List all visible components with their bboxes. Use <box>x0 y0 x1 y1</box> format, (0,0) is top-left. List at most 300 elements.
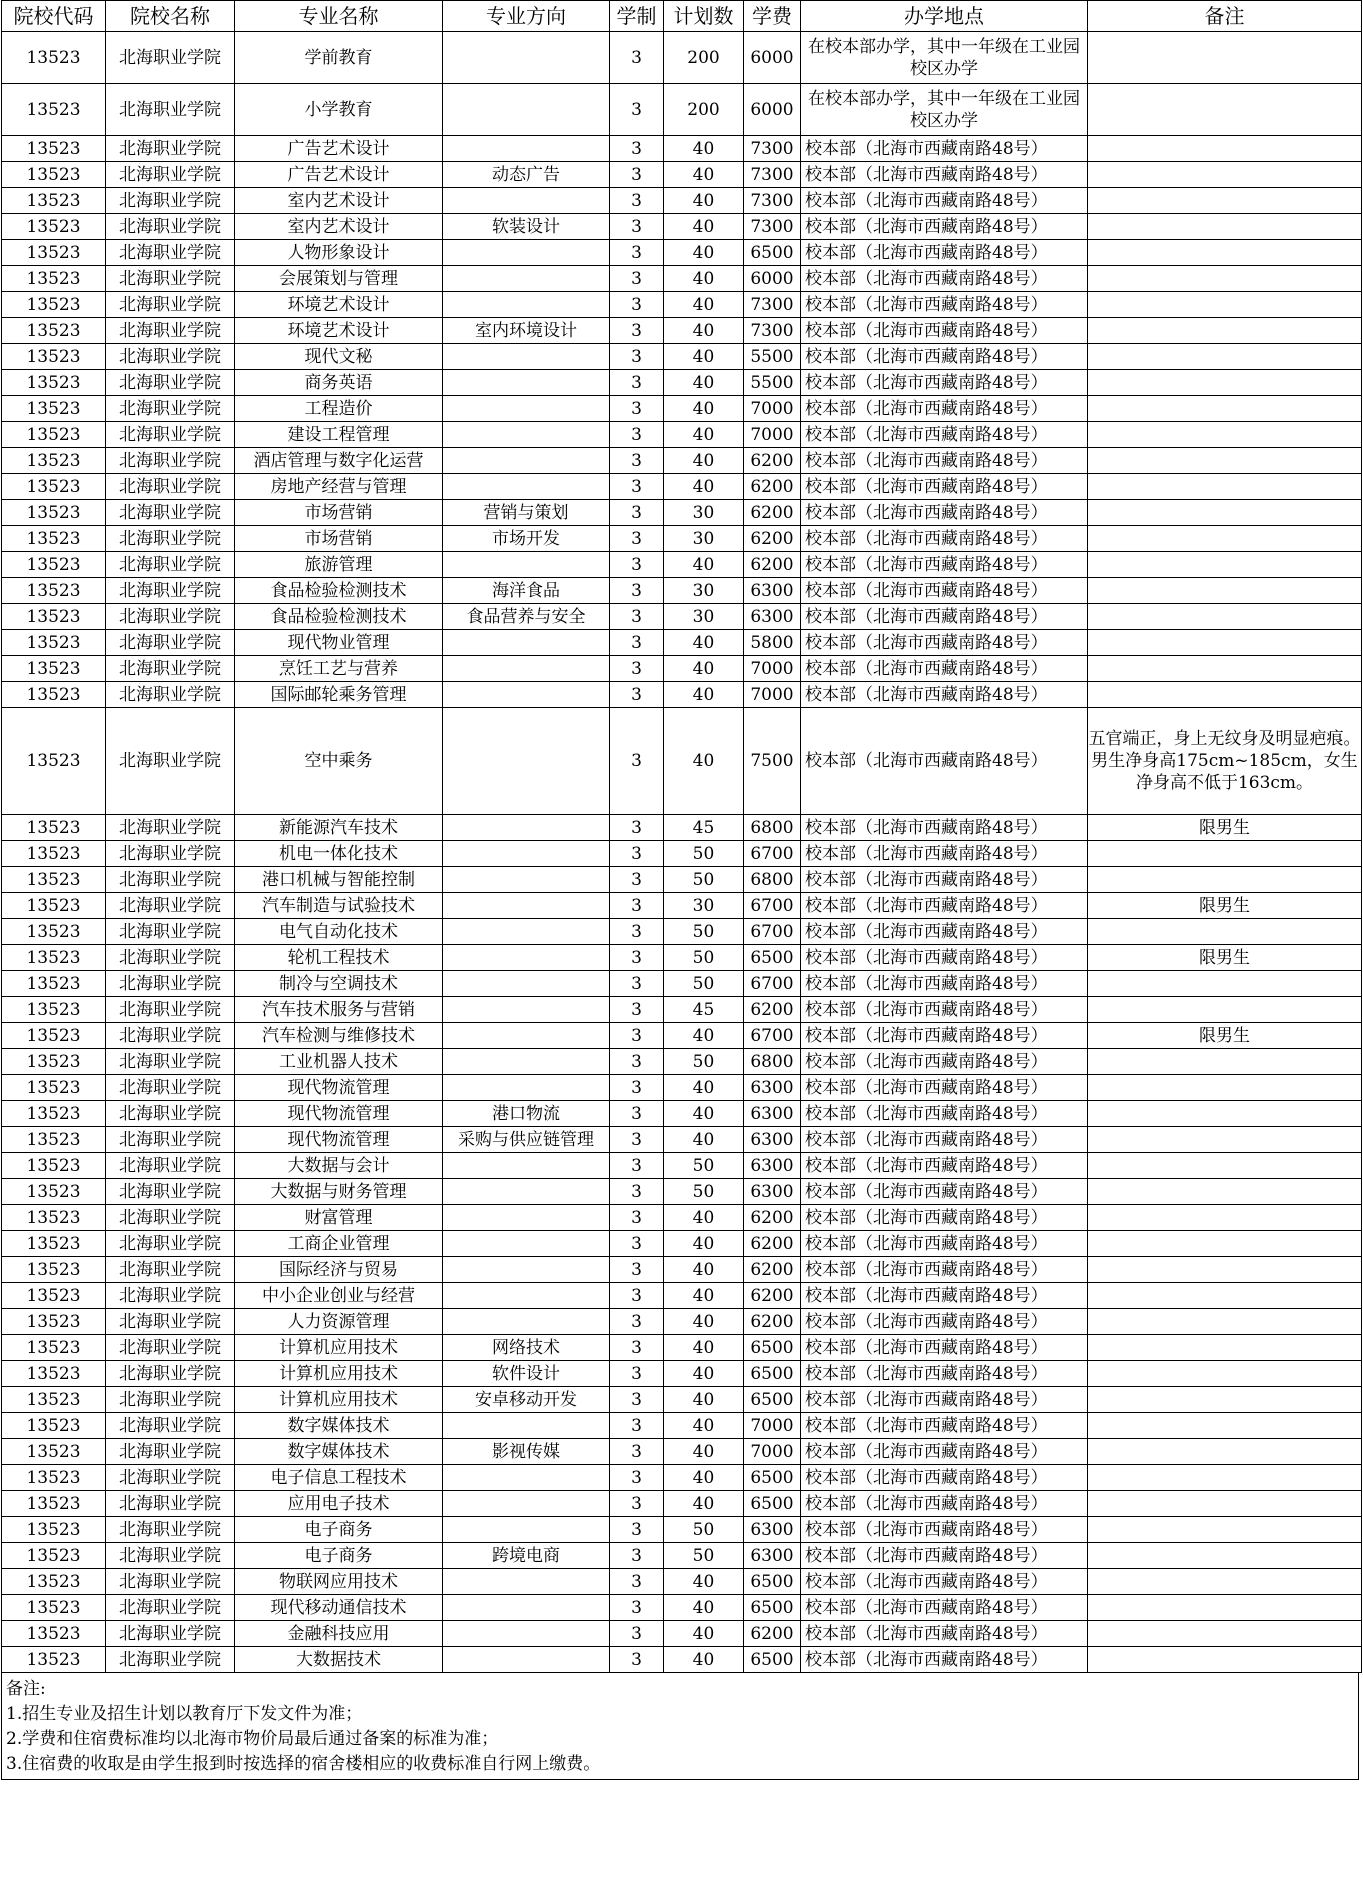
cell-major-direction <box>443 682 610 708</box>
cell-tuition: 6200 <box>744 1205 801 1231</box>
cell-location: 校本部（北海市西藏南路48号） <box>801 1335 1088 1361</box>
cell-plan-count: 50 <box>664 1179 744 1205</box>
cell-school-name: 北海职业学院 <box>106 552 235 578</box>
cell-school-code: 13523 <box>2 1231 106 1257</box>
cell-major-name: 物联网应用技术 <box>235 1569 443 1595</box>
cell-plan-count: 40 <box>664 1231 744 1257</box>
cell-major-name: 食品检验检测技术 <box>235 578 443 604</box>
cell-location: 校本部（北海市西藏南路48号） <box>801 188 1088 214</box>
cell-tuition: 6500 <box>744 240 801 266</box>
cell-major-name: 计算机应用技术 <box>235 1335 443 1361</box>
cell-school-name: 北海职业学院 <box>106 32 235 84</box>
cell-school-code: 13523 <box>2 1075 106 1101</box>
cell-location: 校本部（北海市西藏南路48号） <box>801 893 1088 919</box>
cell-remarks <box>1088 919 1362 945</box>
cell-remarks <box>1088 1517 1362 1543</box>
cell-remarks: 五官端正，身上无纹身及明显疤痕。男生净身高175cm~185cm，女生净身高不低于163cm。 <box>1088 708 1362 815</box>
cell-plan-count: 40 <box>664 1569 744 1595</box>
cell-school-code: 13523 <box>2 1621 106 1647</box>
cell-school-name: 北海职业学院 <box>106 1153 235 1179</box>
cell-plan-count: 45 <box>664 815 744 841</box>
table-row <box>2 1257 1362 1283</box>
cell-location: 校本部（北海市西藏南路48号） <box>801 1569 1088 1595</box>
cell-tuition: 6200 <box>744 1283 801 1309</box>
cell-major-name: 现代物流管理 <box>235 1101 443 1127</box>
cell-duration: 3 <box>610 32 664 84</box>
cell-major-direction: 安卓移动开发 <box>443 1387 610 1413</box>
cell-school-code: 13523 <box>2 578 106 604</box>
cell-duration: 3 <box>610 162 664 188</box>
cell-school-name: 北海职业学院 <box>106 162 235 188</box>
cell-school-name: 北海职业学院 <box>106 1543 235 1569</box>
cell-location: 校本部（北海市西藏南路48号） <box>801 945 1088 971</box>
cell-school-name: 北海职业学院 <box>106 1127 235 1153</box>
cell-major-name: 旅游管理 <box>235 552 443 578</box>
cell-duration: 3 <box>610 1309 664 1335</box>
cell-school-code: 13523 <box>2 867 106 893</box>
cell-plan-count: 40 <box>664 1205 744 1231</box>
cell-school-name: 北海职业学院 <box>106 84 235 136</box>
table-row <box>2 32 1362 84</box>
cell-tuition: 6700 <box>744 841 801 867</box>
cell-school-code: 13523 <box>2 630 106 656</box>
cell-major-name: 汽车制造与试验技术 <box>235 893 443 919</box>
cell-school-name: 北海职业学院 <box>106 1283 235 1309</box>
cell-school-name: 北海职业学院 <box>106 708 235 815</box>
table-row <box>2 1335 1362 1361</box>
cell-tuition: 6800 <box>744 815 801 841</box>
cell-tuition: 7300 <box>744 136 801 162</box>
cell-tuition: 6000 <box>744 84 801 136</box>
cell-school-name: 北海职业学院 <box>106 1569 235 1595</box>
table-row <box>2 1543 1362 1569</box>
table-row <box>2 1283 1362 1309</box>
table-row <box>2 1153 1362 1179</box>
cell-duration: 3 <box>610 136 664 162</box>
cell-plan-count: 30 <box>664 500 744 526</box>
cell-major-direction: 软装设计 <box>443 214 610 240</box>
table-row <box>2 396 1362 422</box>
cell-tuition: 6200 <box>744 500 801 526</box>
cell-location: 校本部（北海市西藏南路48号） <box>801 1283 1088 1309</box>
cell-duration: 3 <box>610 867 664 893</box>
cell-school-name: 北海职业学院 <box>106 1621 235 1647</box>
table-row <box>2 448 1362 474</box>
cell-remarks <box>1088 997 1362 1023</box>
cell-remarks <box>1088 867 1362 893</box>
cell-tuition: 6500 <box>744 945 801 971</box>
table-row <box>2 188 1362 214</box>
cell-major-name: 汽车技术服务与营销 <box>235 997 443 1023</box>
cell-duration: 3 <box>610 1205 664 1231</box>
cell-remarks <box>1088 474 1362 500</box>
cell-school-code: 13523 <box>2 162 106 188</box>
table-row <box>2 841 1362 867</box>
cell-plan-count: 50 <box>664 841 744 867</box>
cell-school-code: 13523 <box>2 1205 106 1231</box>
table-row <box>2 474 1362 500</box>
cell-major-direction: 跨境电商 <box>443 1543 610 1569</box>
cell-school-name: 北海职业学院 <box>106 1205 235 1231</box>
cell-school-code: 13523 <box>2 682 106 708</box>
cell-school-code: 13523 <box>2 1153 106 1179</box>
cell-plan-count: 50 <box>664 1153 744 1179</box>
cell-location: 校本部（北海市西藏南路48号） <box>801 656 1088 682</box>
cell-school-name: 北海职业学院 <box>106 526 235 552</box>
cell-location: 校本部（北海市西藏南路48号） <box>801 1621 1088 1647</box>
cell-remarks <box>1088 1621 1362 1647</box>
cell-major-direction <box>443 1205 610 1231</box>
cell-tuition: 6200 <box>744 1257 801 1283</box>
cell-tuition: 6500 <box>744 1569 801 1595</box>
cell-plan-count: 200 <box>664 84 744 136</box>
cell-tuition: 6300 <box>744 1101 801 1127</box>
cell-duration: 3 <box>610 1491 664 1517</box>
cell-plan-count: 40 <box>664 1309 744 1335</box>
cell-plan-count: 40 <box>664 344 744 370</box>
cell-remarks <box>1088 1257 1362 1283</box>
cell-plan-count: 30 <box>664 526 744 552</box>
cell-plan-count: 40 <box>664 136 744 162</box>
cell-location: 校本部（北海市西藏南路48号） <box>801 422 1088 448</box>
cell-duration: 3 <box>610 344 664 370</box>
cell-plan-count: 40 <box>664 292 744 318</box>
cell-duration: 3 <box>610 1023 664 1049</box>
cell-duration: 3 <box>610 552 664 578</box>
cell-duration: 3 <box>610 1049 664 1075</box>
cell-major-name: 中小企业创业与经营 <box>235 1283 443 1309</box>
cell-plan-count: 40 <box>664 630 744 656</box>
cell-plan-count: 40 <box>664 1075 744 1101</box>
header-major-name: 专业名称 <box>235 1 443 32</box>
cell-duration: 3 <box>610 919 664 945</box>
cell-duration: 3 <box>610 1413 664 1439</box>
notes-title: 备注: <box>6 1679 46 1699</box>
cell-school-name: 北海职业学院 <box>106 1413 235 1439</box>
header-remarks: 备注 <box>1088 1 1362 32</box>
cell-major-direction <box>443 841 610 867</box>
cell-duration: 3 <box>610 1387 664 1413</box>
cell-school-code: 13523 <box>2 1465 106 1491</box>
cell-major-direction <box>443 630 610 656</box>
cell-tuition: 6500 <box>744 1595 801 1621</box>
cell-tuition: 7300 <box>744 188 801 214</box>
cell-major-name: 市场营销 <box>235 500 443 526</box>
cell-tuition: 6200 <box>744 1231 801 1257</box>
cell-location: 校本部（北海市西藏南路48号） <box>801 500 1088 526</box>
cell-major-direction <box>443 1413 610 1439</box>
cell-plan-count: 40 <box>664 1413 744 1439</box>
cell-plan-count: 40 <box>664 240 744 266</box>
cell-major-direction <box>443 292 610 318</box>
cell-major-direction <box>443 1153 610 1179</box>
cell-tuition: 7000 <box>744 422 801 448</box>
table-row <box>2 1491 1362 1517</box>
cell-school-name: 北海职业学院 <box>106 474 235 500</box>
cell-school-code: 13523 <box>2 396 106 422</box>
cell-major-direction: 食品营养与安全 <box>443 604 610 630</box>
cell-major-direction <box>443 136 610 162</box>
cell-major-direction <box>443 266 610 292</box>
cell-remarks <box>1088 656 1362 682</box>
cell-school-code: 13523 <box>2 1387 106 1413</box>
table-row <box>2 919 1362 945</box>
cell-major-name: 大数据与财务管理 <box>235 1179 443 1205</box>
cell-major-name: 电子商务 <box>235 1517 443 1543</box>
cell-school-code: 13523 <box>2 1101 106 1127</box>
cell-school-code: 13523 <box>2 1595 106 1621</box>
cell-location: 在校本部办学，其中一年级在工业园校区办学 <box>801 32 1088 84</box>
cell-major-name: 市场营销 <box>235 526 443 552</box>
cell-school-name: 北海职业学院 <box>106 1595 235 1621</box>
cell-plan-count: 40 <box>664 162 744 188</box>
cell-school-code: 13523 <box>2 1361 106 1387</box>
cell-major-name: 食品检验检测技术 <box>235 604 443 630</box>
cell-major-direction <box>443 1647 610 1673</box>
cell-tuition: 6700 <box>744 971 801 997</box>
cell-major-name: 现代文秘 <box>235 344 443 370</box>
cell-major-name: 房地产经营与管理 <box>235 474 443 500</box>
cell-tuition: 6500 <box>744 1491 801 1517</box>
cell-school-name: 北海职业学院 <box>106 997 235 1023</box>
cell-tuition: 7300 <box>744 292 801 318</box>
cell-major-name: 环境艺术设计 <box>235 318 443 344</box>
cell-major-name: 会展策划与管理 <box>235 266 443 292</box>
table-row <box>2 893 1362 919</box>
cell-location: 校本部（北海市西藏南路48号） <box>801 682 1088 708</box>
table-row <box>2 1049 1362 1075</box>
cell-major-name: 计算机应用技术 <box>235 1361 443 1387</box>
cell-location: 校本部（北海市西藏南路48号） <box>801 1231 1088 1257</box>
cell-major-name: 数字媒体技术 <box>235 1413 443 1439</box>
cell-duration: 3 <box>610 1153 664 1179</box>
cell-duration: 3 <box>610 1517 664 1543</box>
cell-remarks <box>1088 240 1362 266</box>
cell-remarks <box>1088 971 1362 997</box>
cell-major-name: 汽车检测与维修技术 <box>235 1023 443 1049</box>
cell-school-name: 北海职业学院 <box>106 656 235 682</box>
cell-major-name: 广告艺术设计 <box>235 162 443 188</box>
cell-remarks <box>1088 578 1362 604</box>
table-row <box>2 815 1362 841</box>
cell-duration: 3 <box>610 893 664 919</box>
cell-major-name: 环境艺术设计 <box>235 292 443 318</box>
cell-school-name: 北海职业学院 <box>106 919 235 945</box>
cell-major-name: 现代物业管理 <box>235 630 443 656</box>
cell-tuition: 6200 <box>744 552 801 578</box>
table-row <box>2 240 1362 266</box>
cell-location: 校本部（北海市西藏南路48号） <box>801 344 1088 370</box>
cell-major-direction <box>443 1595 610 1621</box>
table-row <box>2 1647 1362 1673</box>
table-row <box>2 344 1362 370</box>
cell-school-code: 13523 <box>2 84 106 136</box>
notes-item-3: 3.住宿费的收取是由学生报到时按选择的宿舍楼相应的收费标准自行网上缴费。 <box>6 1754 601 1774</box>
cell-school-code: 13523 <box>2 997 106 1023</box>
cell-location: 校本部（北海市西藏南路48号） <box>801 1413 1088 1439</box>
cell-remarks <box>1088 448 1362 474</box>
cell-remarks <box>1088 162 1362 188</box>
cell-plan-count: 40 <box>664 396 744 422</box>
cell-school-code: 13523 <box>2 971 106 997</box>
cell-location: 校本部（北海市西藏南路48号） <box>801 1257 1088 1283</box>
cell-major-direction: 海洋食品 <box>443 578 610 604</box>
cell-duration: 3 <box>610 1647 664 1673</box>
cell-tuition: 5500 <box>744 370 801 396</box>
cell-remarks <box>1088 1543 1362 1569</box>
notes-item-2: 2.学费和住宿费标准均以北海市物价局最后通过备案的标准为准； <box>6 1729 499 1749</box>
cell-tuition: 6700 <box>744 893 801 919</box>
cell-school-name: 北海职业学院 <box>106 214 235 240</box>
cell-major-name: 室内艺术设计 <box>235 214 443 240</box>
cell-major-name: 港口机械与智能控制 <box>235 867 443 893</box>
cell-location: 校本部（北海市西藏南路48号） <box>801 214 1088 240</box>
cell-school-name: 北海职业学院 <box>106 1231 235 1257</box>
cell-plan-count: 45 <box>664 997 744 1023</box>
cell-remarks <box>1088 1595 1362 1621</box>
cell-major-direction <box>443 997 610 1023</box>
cell-location: 校本部（北海市西藏南路48号） <box>801 708 1088 815</box>
cell-school-name: 北海职业学院 <box>106 815 235 841</box>
table-row <box>2 708 1362 815</box>
cell-remarks <box>1088 266 1362 292</box>
cell-major-direction <box>443 815 610 841</box>
cell-plan-count: 40 <box>664 1621 744 1647</box>
cell-duration: 3 <box>610 1595 664 1621</box>
cell-school-code: 13523 <box>2 552 106 578</box>
cell-remarks: 限男生 <box>1088 1023 1362 1049</box>
cell-school-name: 北海职业学院 <box>106 1335 235 1361</box>
cell-major-direction <box>443 1179 610 1205</box>
cell-duration: 3 <box>610 1179 664 1205</box>
cell-major-direction <box>443 552 610 578</box>
cell-school-code: 13523 <box>2 1127 106 1153</box>
cell-plan-count: 40 <box>664 474 744 500</box>
cell-plan-count: 200 <box>664 32 744 84</box>
cell-remarks <box>1088 1049 1362 1075</box>
cell-major-direction <box>443 84 610 136</box>
cell-plan-count: 50 <box>664 971 744 997</box>
cell-major-name: 金融科技应用 <box>235 1621 443 1647</box>
cell-major-name: 小学教育 <box>235 84 443 136</box>
cell-duration: 3 <box>610 945 664 971</box>
cell-remarks <box>1088 1153 1362 1179</box>
cell-location: 校本部（北海市西藏南路48号） <box>801 1205 1088 1231</box>
cell-major-direction <box>443 1491 610 1517</box>
cell-duration: 3 <box>610 1543 664 1569</box>
cell-remarks: 限男生 <box>1088 815 1362 841</box>
table-row <box>2 1387 1362 1413</box>
cell-school-code: 13523 <box>2 656 106 682</box>
cell-major-direction <box>443 893 610 919</box>
cell-tuition: 6000 <box>744 266 801 292</box>
cell-tuition: 6500 <box>744 1361 801 1387</box>
table-row <box>2 1127 1362 1153</box>
cell-major-name: 现代移动通信技术 <box>235 1595 443 1621</box>
table-row <box>2 1231 1362 1257</box>
cell-tuition: 7000 <box>744 1413 801 1439</box>
cell-remarks <box>1088 1309 1362 1335</box>
cell-tuition: 7300 <box>744 318 801 344</box>
cell-school-name: 北海职业学院 <box>106 1387 235 1413</box>
cell-major-direction: 采购与供应链管理 <box>443 1127 610 1153</box>
header-location: 办学地点 <box>801 1 1088 32</box>
cell-plan-count: 40 <box>664 1101 744 1127</box>
header-school-code: 院校代码 <box>2 1 106 32</box>
cell-duration: 3 <box>610 1075 664 1101</box>
cell-remarks <box>1088 84 1362 136</box>
cell-location: 校本部（北海市西藏南路48号） <box>801 1439 1088 1465</box>
cell-remarks <box>1088 188 1362 214</box>
cell-tuition: 6500 <box>744 1465 801 1491</box>
header-tuition: 学费 <box>744 1 801 32</box>
table-row <box>2 604 1362 630</box>
cell-location: 校本部（北海市西藏南路48号） <box>801 526 1088 552</box>
cell-school-name: 北海职业学院 <box>106 1049 235 1075</box>
cell-school-name: 北海职业学院 <box>106 1309 235 1335</box>
cell-school-name: 北海职业学院 <box>106 1439 235 1465</box>
cell-location: 校本部（北海市西藏南路48号） <box>801 266 1088 292</box>
table-row <box>2 1595 1362 1621</box>
cell-school-code: 13523 <box>2 188 106 214</box>
cell-plan-count: 30 <box>664 604 744 630</box>
cell-remarks <box>1088 841 1362 867</box>
cell-remarks: 限男生 <box>1088 945 1362 971</box>
cell-major-name: 广告艺术设计 <box>235 136 443 162</box>
cell-major-name: 人力资源管理 <box>235 1309 443 1335</box>
cell-plan-count: 50 <box>664 919 744 945</box>
cell-major-name: 应用电子技术 <box>235 1491 443 1517</box>
cell-school-name: 北海职业学院 <box>106 1257 235 1283</box>
cell-duration: 3 <box>610 997 664 1023</box>
cell-school-code: 13523 <box>2 136 106 162</box>
cell-school-code: 13523 <box>2 1049 106 1075</box>
table-row <box>2 1439 1362 1465</box>
table-row <box>2 1621 1362 1647</box>
cell-school-name: 北海职业学院 <box>106 344 235 370</box>
cell-tuition: 7300 <box>744 162 801 188</box>
cell-major-direction <box>443 867 610 893</box>
cell-location: 校本部（北海市西藏南路48号） <box>801 867 1088 893</box>
cell-plan-count: 40 <box>664 708 744 815</box>
cell-major-direction <box>443 240 610 266</box>
cell-school-code: 13523 <box>2 318 106 344</box>
header-school-name: 院校名称 <box>106 1 235 32</box>
cell-duration: 3 <box>610 1439 664 1465</box>
cell-location: 校本部（北海市西藏南路48号） <box>801 815 1088 841</box>
cell-tuition: 6800 <box>744 867 801 893</box>
cell-duration: 3 <box>610 292 664 318</box>
cell-school-name: 北海职业学院 <box>106 396 235 422</box>
cell-tuition: 6500 <box>744 1387 801 1413</box>
cell-major-direction: 室内环境设计 <box>443 318 610 344</box>
cell-major-direction <box>443 1075 610 1101</box>
cell-duration: 3 <box>610 682 664 708</box>
cell-remarks <box>1088 1413 1362 1439</box>
cell-location: 校本部（北海市西藏南路48号） <box>801 1647 1088 1673</box>
cell-remarks <box>1088 318 1362 344</box>
cell-remarks <box>1088 1335 1362 1361</box>
table-row <box>2 656 1362 682</box>
cell-major-direction <box>443 474 610 500</box>
cell-major-name: 国际邮轮乘务管理 <box>235 682 443 708</box>
cell-location: 校本部（北海市西藏南路48号） <box>801 1049 1088 1075</box>
cell-duration: 3 <box>610 396 664 422</box>
cell-major-name: 电子商务 <box>235 1543 443 1569</box>
cell-location: 校本部（北海市西藏南路48号） <box>801 292 1088 318</box>
cell-location: 校本部（北海市西藏南路48号） <box>801 1387 1088 1413</box>
cell-major-name: 工程造价 <box>235 396 443 422</box>
